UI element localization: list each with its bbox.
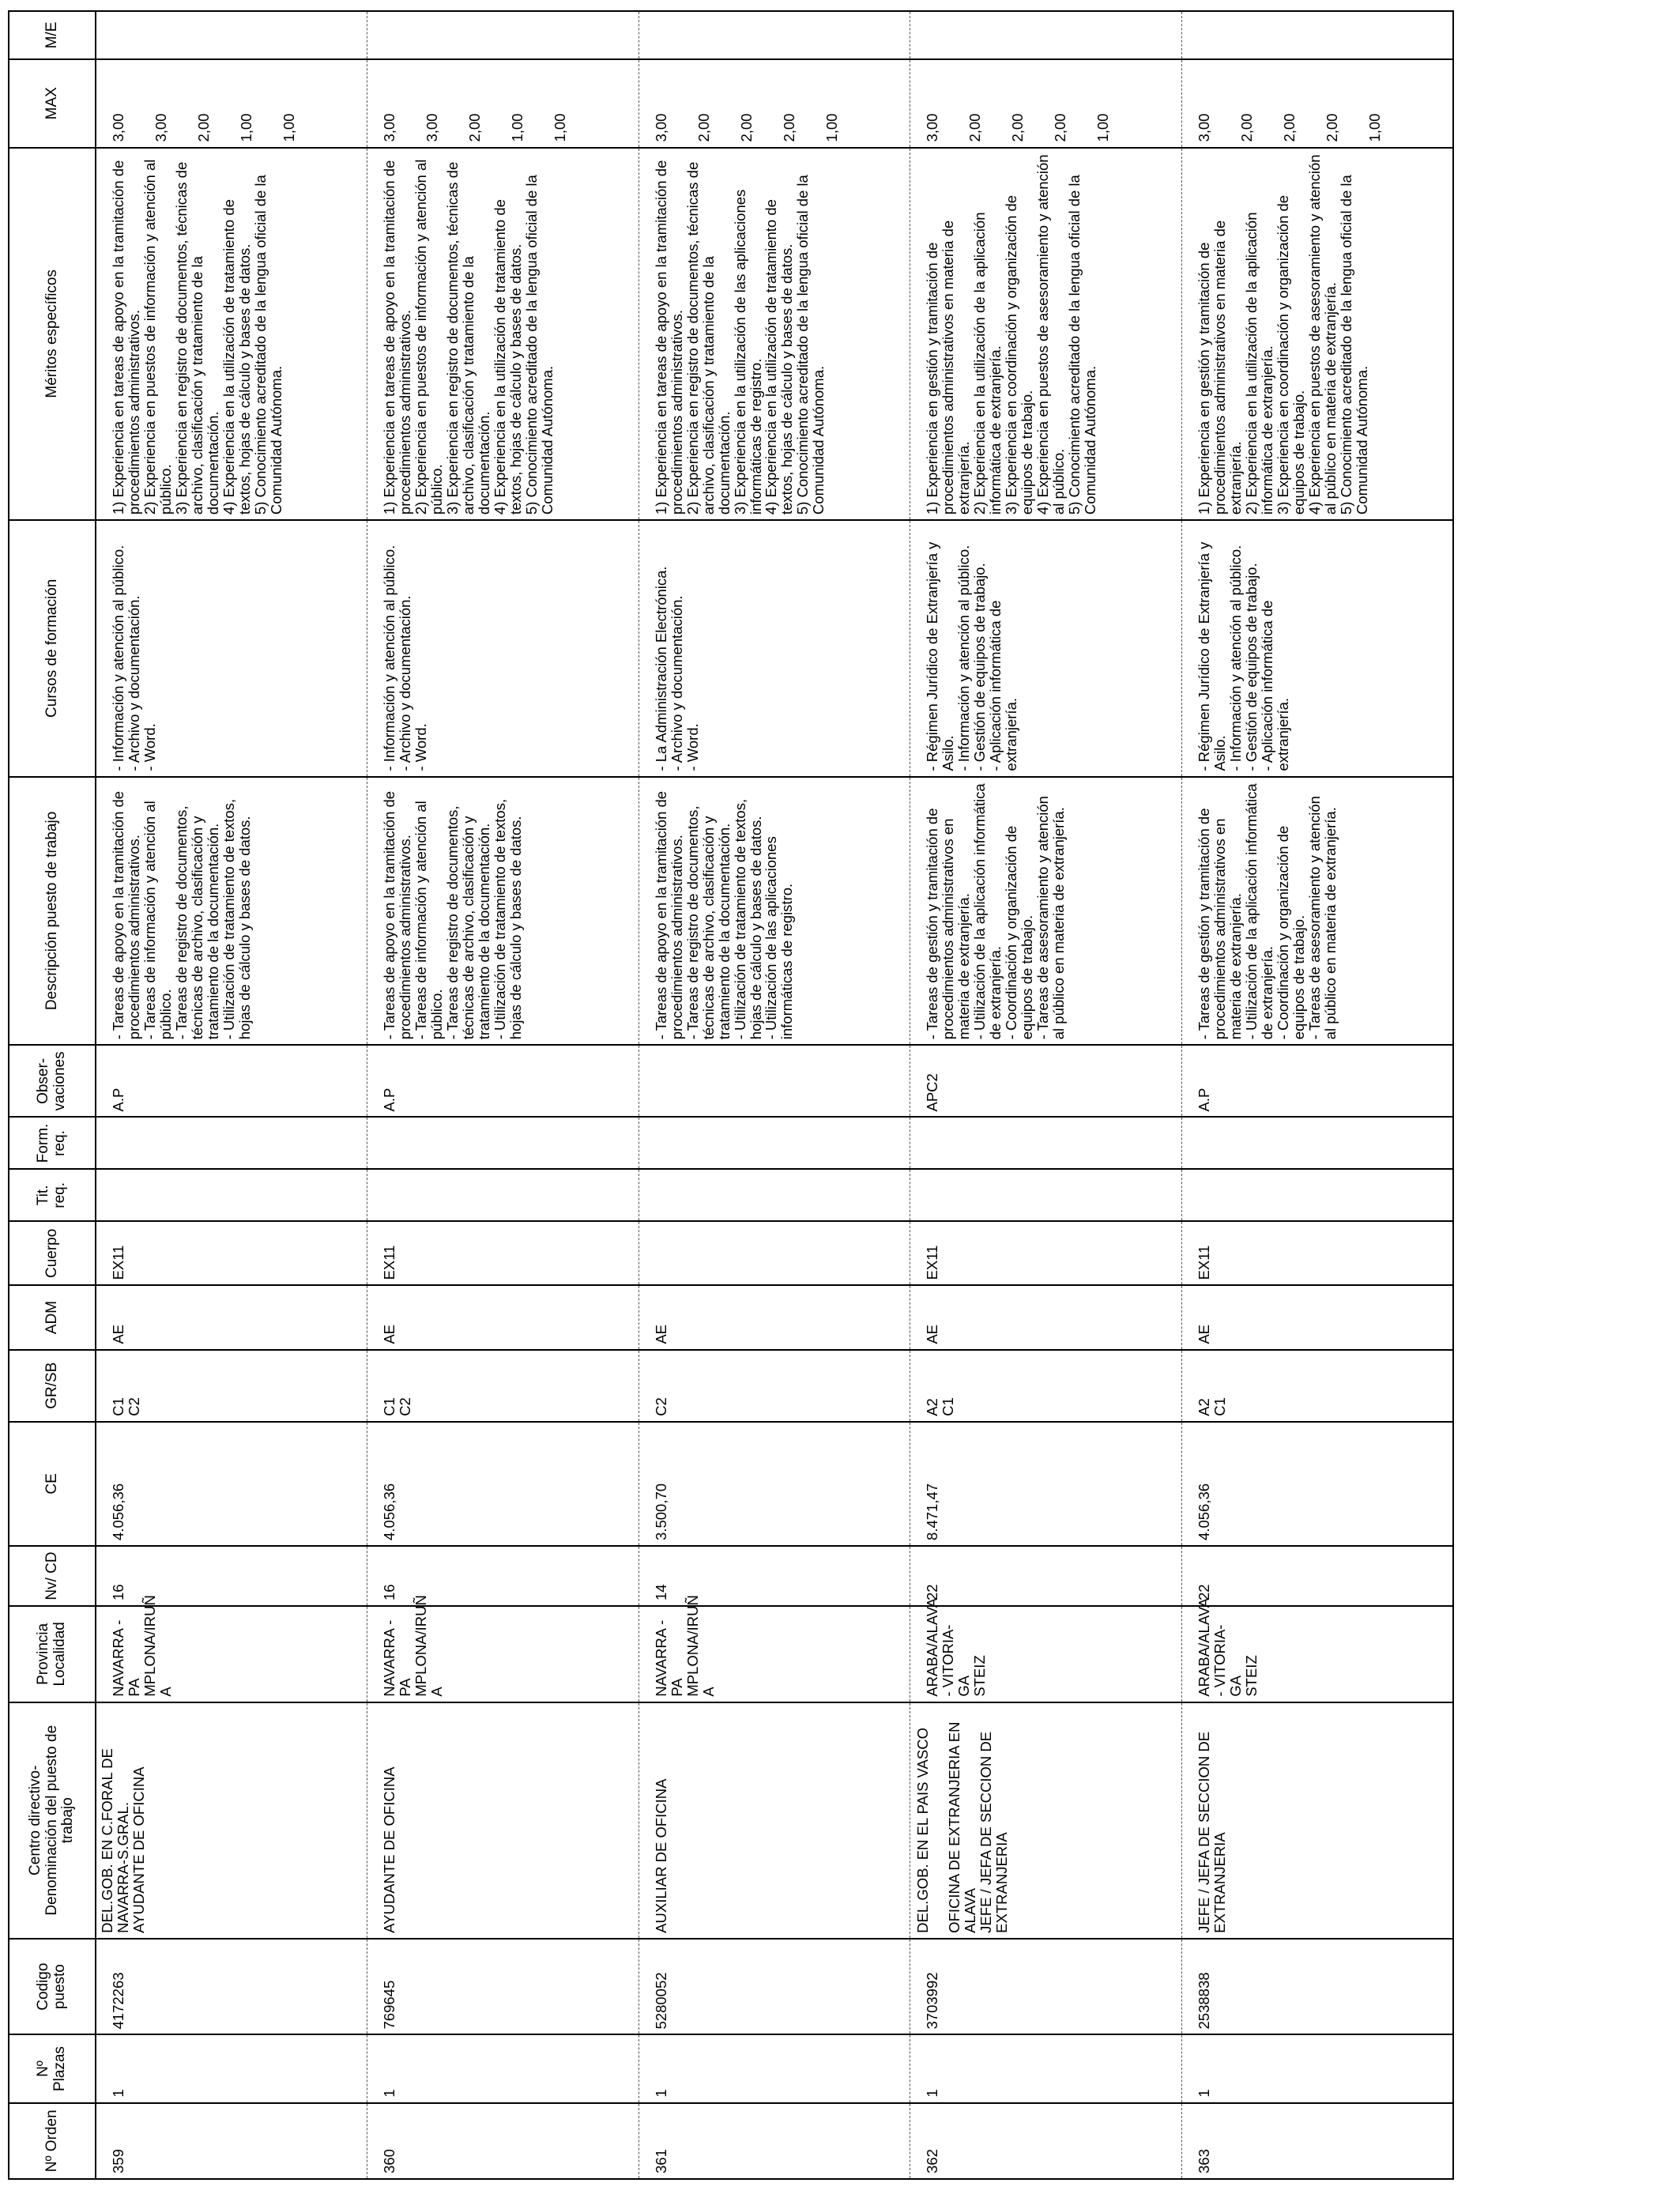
max-value: 3,00 <box>652 113 669 142</box>
header-adm: ADM <box>9 1285 96 1349</box>
cell-codigo: 2538838 <box>1181 1939 1453 2035</box>
max-value: 1,00 <box>509 113 525 142</box>
centro-directivo: DEL.GOB. EN EL PAIS VASCO OFICINA DE EXTRANJERIA EN ALAVA <box>914 1721 979 1933</box>
cell-cursos: - Información y atención al público. - Archivo y documentación. - Word. <box>96 520 367 776</box>
cell-grsb: C1 C2 <box>96 1350 367 1422</box>
header-provincia: Provincia Localidad <box>9 1606 96 1702</box>
cell-centro <box>1181 1702 1453 1939</box>
cell-me <box>1181 11 1453 59</box>
cell-provincia: ARABA/ALAVA - VITORIA-GA STEIZ <box>1181 1606 1453 1702</box>
denominacion-puesto: JEFE / JEFA DE SECCION DE EXTRANJERIA <box>977 1731 1011 1933</box>
cell-provincia: NAVARRA - PA MPLONA/IRUÑ A <box>367 1606 639 1702</box>
cell-tit <box>910 1169 1182 1221</box>
table-row <box>1181 11 1453 2179</box>
cell-obs: APC2 <box>910 1045 1182 1117</box>
max-value: 1,00 <box>280 113 297 142</box>
cell-nivel: 16 <box>367 1546 639 1606</box>
cell-desc: - Tareas de gestión y tramitación de procedimientos administrativos en materia de extranjería. - Utilización de la aplicación informática de extranjería. - Coordinación y organización de equipos de trabajo. - Tareas de asesoramiento y atención al público en materia de extranjería. <box>1181 777 1453 1046</box>
centro-directivo: DEL.GOB. EN C.FORAL DE NAVARRA-S.GRAL. <box>99 1748 131 1933</box>
cell-ce: 4.056,36 <box>367 1422 639 1546</box>
cell-max <box>96 59 367 148</box>
cell-obs <box>638 1045 910 1117</box>
cell-max <box>638 59 910 148</box>
header-desc: Descripción puesto de trabajo <box>9 777 96 1046</box>
max-value: 2,00 <box>1323 113 1340 142</box>
cell-form <box>638 1118 910 1170</box>
cell-tit <box>1181 1169 1453 1221</box>
denominacion-puesto: AYUDANTE DE OFICINA <box>381 1766 398 1933</box>
cell-grsb: A2 C1 <box>910 1350 1182 1422</box>
max-value: 3,00 <box>110 113 126 142</box>
cell-me <box>96 11 367 59</box>
cell-codigo: 4172263 <box>96 1939 367 2035</box>
cell-cuerpo: EX11 <box>1181 1221 1453 1285</box>
header-obs: Obser-vaciones <box>9 1045 96 1117</box>
max-value: 2,00 <box>695 113 712 142</box>
cell-plazas: 1 <box>910 2034 1182 2102</box>
cell-meritos: 1) Experiencia en tareas de apoyo en la tramitación de procedimientos administrativos. 2) Experiencia en puestos de información y atención al público. 3) Experiencia en registro de documentos, técnicas de archivo, clasificación y tratamiento de la documentación. 4) Experiencia en la utilización de tratamiento de textos, hojas de cálculo y bases de datos. 5) Conocimiento acreditado de la lengua oficial de la Comunidad Autónoma. <box>96 148 367 521</box>
max-value: 2,00 <box>1237 113 1255 142</box>
cell-ce: 4.056,36 <box>1181 1422 1453 1546</box>
cell-meritos: 1) Experiencia en tareas de apoyo en la tramitación de procedimientos administrativos. 2) Experiencia en puestos de información y atención al público. 3) Experiencia en registro de documentos, técnicas de archivo, clasificación y tratamiento de la documentación. 4) Experiencia en la utilización de tratamiento de textos, hojas de cálculo y bases de datos. 5) Conocimiento acreditado de la lengua oficial de la Comunidad Autónoma. <box>367 148 639 521</box>
denominacion-puesto: AYUDANTE DE OFICINA <box>130 1766 147 1933</box>
cell-centro <box>367 1702 639 1939</box>
max-value: 3,00 <box>381 113 398 142</box>
cell-tit <box>367 1169 639 1221</box>
cell-form <box>1181 1118 1453 1170</box>
cell-cuerpo <box>638 1221 910 1285</box>
cell-ce: 3.500,70 <box>638 1422 910 1546</box>
cell-plazas: 1 <box>96 2034 367 2102</box>
cell-provincia: ARABA/ALAVA - VITORIA-GA STEIZ <box>910 1606 1182 1702</box>
max-value: 1,00 <box>1365 113 1383 142</box>
header-cuerpo: Cuerpo <box>9 1221 96 1285</box>
cell-me <box>367 11 639 59</box>
max-value: 2,00 <box>1280 113 1298 142</box>
max-value: 1,00 <box>551 113 568 142</box>
cell-meritos: 1) Experiencia en gestión y tramitación de procedimientos administrativos en materia de extranjería. 2) Experiencia en la utilización de la aplicación informática de extranjería. 3) Experiencia en coordinación y organización de equipos de trabajo. 4) Experiencia en puestos de asesoramiento y atención al público. 5) Conocimiento acreditado de la lengua oficial de la Comunidad Autónoma. <box>910 148 1182 521</box>
header-meritos: Méritos específicos <box>9 148 96 521</box>
header-nivel: Nv/ CD <box>9 1546 96 1606</box>
max-value: 1,00 <box>237 113 254 142</box>
table-row <box>638 11 910 2179</box>
cell-form <box>96 1118 367 1170</box>
header-form: Form. req. <box>9 1118 96 1170</box>
header-centro: Centro directivo- Denominación del puesto de trabajo <box>9 1702 96 1939</box>
max-value: 3,00 <box>924 113 941 142</box>
header-plazas: Nº Plazas <box>9 2034 96 2102</box>
cell-adm: AE <box>1181 1285 1453 1349</box>
cell-centro <box>910 1702 1182 1939</box>
cell-grsb: C2 <box>638 1350 910 1422</box>
cell-centro <box>96 1702 367 1939</box>
cell-desc: - Tareas de gestión y tramitación de procedimientos administrativos en materia de extranjería. - Utilización de la aplicación informática de extranjería. - Coordinación y organización de equipos de trabajo. - Tareas de asesoramiento y atención al público en materia de extranjería. <box>910 777 1182 1046</box>
cell-orden: 360 <box>367 2103 639 2179</box>
cell-nivel: 14 <box>638 1546 910 1606</box>
cell-plazas: 1 <box>367 2034 639 2102</box>
table-row <box>96 11 367 2179</box>
table-row <box>910 11 1182 2179</box>
cell-grsb: A2 C1 <box>1181 1350 1453 1422</box>
header-me: M/E <box>9 11 96 59</box>
max-value: 1,00 <box>823 113 840 142</box>
header-max: MAX <box>9 59 96 148</box>
header-tit: Tit. req. <box>9 1169 96 1221</box>
cell-grsb: C1 C2 <box>367 1350 639 1422</box>
cell-adm: AE <box>367 1285 639 1349</box>
max-value: 3,00 <box>1195 113 1212 142</box>
max-value: 3,00 <box>424 113 441 142</box>
cell-obs: A.P <box>1181 1045 1453 1117</box>
table-body <box>96 11 1453 2179</box>
cell-meritos: 1) Experiencia en tareas de apoyo en la tramitación de procedimientos administrativos. 2) Experiencia en registro de documentos, técnicas de archivo, clasificación y tratamiento de la documentación. 3) Experiencia en la utilización de las aplicaciones informáticas de registro. 4) Experiencia en la utilización de tratamiento de textos, hojas de cálculo y bases de datos. 5) Conocimiento acreditado de la lengua oficial de la Comunidad Autónoma. <box>638 148 910 521</box>
cell-provincia: NAVARRA - PA MPLONA/IRUÑ A <box>638 1606 910 1702</box>
cell-orden: 363 <box>1181 2103 1453 2179</box>
cell-nivel: 22 <box>1181 1546 1453 1606</box>
max-value: 2,00 <box>780 113 797 142</box>
denominacion-puesto: AUXILIAR DE OFICINA <box>652 1778 669 1933</box>
header-orden: Nº Orden <box>9 2103 96 2179</box>
cell-cursos: - Régimen Jurídico de Extranjería y Asilo. - Información y atención al público. - Gestión de equipos de trabajo. - Aplicación informática de extranjería. <box>1181 520 1453 776</box>
job-positions-table <box>8 10 1454 2180</box>
cell-me <box>910 11 1182 59</box>
header-codigo: Codigo puesto <box>9 1939 96 2035</box>
max-value: 2,00 <box>194 113 212 142</box>
cell-tit <box>96 1169 367 1221</box>
cell-codigo: 3703992 <box>910 1939 1182 2035</box>
cell-orden: 362 <box>910 2103 1182 2179</box>
cell-adm: AE <box>96 1285 367 1349</box>
cell-cuerpo: EX11 <box>910 1221 1182 1285</box>
cell-max <box>910 59 1182 148</box>
cell-obs: A.P <box>367 1045 639 1117</box>
cell-centro <box>638 1702 910 1939</box>
max-value: 2,00 <box>1052 113 1069 142</box>
max-value: 2,00 <box>737 113 755 142</box>
header-ce: CE <box>9 1422 96 1546</box>
cell-max <box>367 59 639 148</box>
cell-nivel: 22 <box>910 1546 1182 1606</box>
max-value: 1,00 <box>1094 113 1112 142</box>
cell-adm: AE <box>638 1285 910 1349</box>
cell-cursos: - Régimen Jurídico de Extranjería y Asilo. - Información y atención al público. - Gestión de equipos de trabajo. - Aplicación informática de extranjería. <box>910 520 1182 776</box>
header-cursos: Cursos de formación <box>9 520 96 776</box>
cell-cuerpo: EX11 <box>96 1221 367 1285</box>
cell-plazas: 1 <box>638 2034 910 2102</box>
cell-adm: AE <box>910 1285 1182 1349</box>
table-header-row <box>9 11 96 2179</box>
cell-codigo: 5280052 <box>638 1939 910 2035</box>
cell-tit <box>638 1169 910 1221</box>
denominacion-puesto: JEFE / JEFA DE SECCION DE EXTRANJERIA <box>1195 1731 1228 1933</box>
cell-obs: A.P <box>96 1045 367 1117</box>
header-grsb: GR/SB <box>9 1350 96 1422</box>
cell-nivel: 16 <box>96 1546 367 1606</box>
max-value: 2,00 <box>966 113 984 142</box>
cell-cursos: - Información y atención al público. - Archivo y documentación. - Word. <box>367 520 639 776</box>
cell-codigo: 769645 <box>367 1939 639 2035</box>
cell-desc: - Tareas de apoyo en la tramitación de procedimientos administrativos. - Tareas de información y atención al público. - Tareas de registro de documentos, técnicas de archivo, clasificación y tratamiento de la documentación. - Utilización de tratamiento de textos, hojas de cálculo y bases de datos. <box>367 777 639 1046</box>
cell-meritos: 1) Experiencia en gestión y tramitación de procedimientos administrativos en materia de extranjería. 2) Experiencia en la utilización de la aplicación informática de extranjería. 3) Experiencia en coordinación y organización de equipos de trabajo. 4) Experiencia en puestos de asesoramiento y atención al público en materia de extranjería. 5) Conocimiento acreditado de la lengua oficial de la Comunidad Autónoma. <box>1181 148 1453 521</box>
cell-form <box>367 1118 639 1170</box>
cell-plazas: 1 <box>1181 2034 1453 2102</box>
max-value: 2,00 <box>1009 113 1026 142</box>
cell-desc: - Tareas de apoyo en la tramitación de procedimientos administrativos. - Tareas de información y atención al público. - Tareas de registro de documentos, técnicas de archivo, clasificación y tratamiento de la documentación. - Utilización de tratamiento de textos, hojas de cálculo y bases de datos. <box>96 777 367 1046</box>
cell-ce: 8.471,47 <box>910 1422 1182 1546</box>
cell-cursos: - La Administración Electrónica. - Archivo y documentación. - Word. <box>638 520 910 776</box>
cell-ce: 4.056,36 <box>96 1422 367 1546</box>
table-row <box>367 11 639 2179</box>
cell-orden: 361 <box>638 2103 910 2179</box>
cell-me <box>638 11 910 59</box>
cell-provincia: NAVARRA - PA MPLONA/IRUÑ A <box>96 1606 367 1702</box>
cell-max <box>1181 59 1453 148</box>
cell-desc: - Tareas de apoyo en la tramitación de procedimientos administrativos. - Tareas de registro de documentos, técnicas de archivo, clasificación y tratamiento de la documentación. - Utilización de tratamiento de textos, hojas de cálculo y bases de datos. - Utilización de las aplicaciones informáticas de registro. <box>638 777 910 1046</box>
max-value: 3,00 <box>152 113 169 142</box>
max-value: 2,00 <box>466 113 484 142</box>
cell-orden: 359 <box>96 2103 367 2179</box>
cell-cuerpo: EX11 <box>367 1221 639 1285</box>
cell-form <box>910 1118 1182 1170</box>
